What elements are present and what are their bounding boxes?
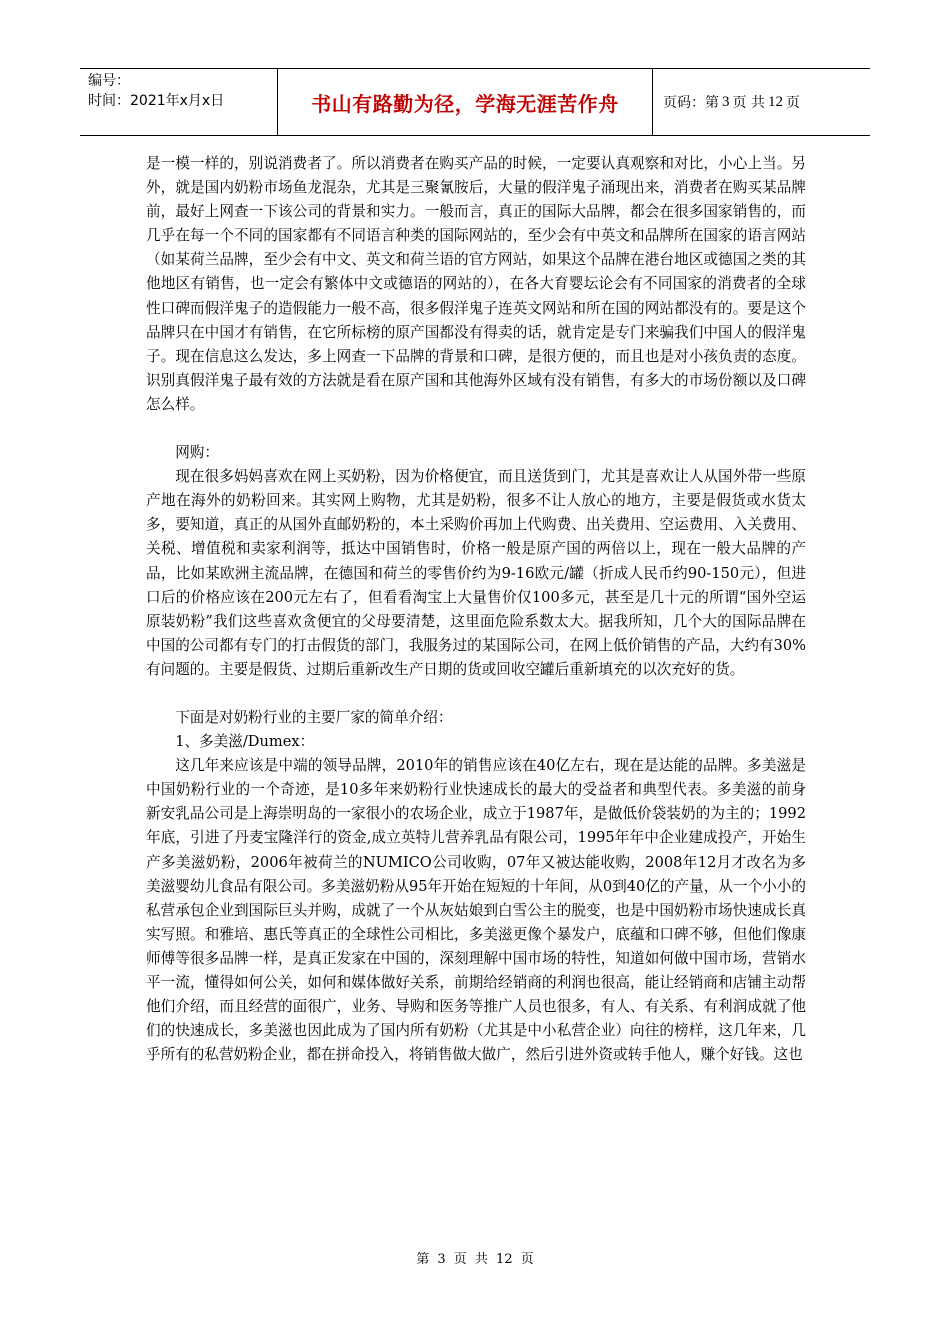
paragraph-online-shopping: 现在很多妈妈喜欢在网上买奶粉，因为价格便宜，而且送货到门，尤其是喜欢让人从国外带一些原产地在海外的奶粉回来。其实网上购物，尤其是奶粉，很多不让人放心的地方，主要是假货或水货太多，要知道，真正的从国外直邮奶粉的，本土采购价再加上代购费、出关费用、空运费用、入关费用、关税、增值税和卖家利润等，抵达中国销售时，价格一般是原产国的两倍以上，现在一般大品牌的产品，比如某欧洲主流品牌，在德国和荷兰的零售价约为9-16欧元/罐（折成人民币约90-150元），但进口后的价格应该在200元左右了，但看看淘宝上大量售价仅100多元，甚至是几十元的所谓“国外空运原装奶粉”我们这些喜欢贪便宜的父母要清楚，这里面危险系数太大。据我所知，几个大的国际品牌在中国的公司都有专门的打击假货的部门，我服务过的某国际公司，在网上低价销售的产品，大约有30%有问题的。主要是假货、过期后重新改生产日期的货或回收空罐后重新填充的以次充好的货。 xyxy=(146,468,806,678)
page-header xyxy=(80,68,870,136)
header-meta xyxy=(80,69,278,135)
document-time: 时间：2021年x月x日 xyxy=(88,93,225,109)
paragraph-intro-manufacturers: 下面是对奶粉行业的主要厂家的简单介绍： xyxy=(175,708,453,726)
document-body xyxy=(146,152,806,1067)
heading-dumex: 1、多美滋/Dumex： xyxy=(175,733,315,751)
page-total: 12 xyxy=(767,93,783,110)
header-motto: 书山有路勤为径，学海无涯苦作舟 xyxy=(278,69,653,135)
page-prefix: 页码：第 xyxy=(663,95,719,111)
page-current: 3 xyxy=(722,93,730,110)
paragraph-dumex: 这几年来应该是中端的领导品牌，2010年的销售应该在40亿左右，现在是达能的品牌。多美滋是中国奶粉行业的一个奇迹，是10多年来奶粉行业快速成长的最大的受益者和典型代表。多美滋的前身新安乳品公司是上海崇明岛的一家很小的农场企业，成立于1987年，是做低价袋装奶的为主的；1992年底，引进了丹麦宝隆洋行的资金,成立英特儿营养乳品有限公司，1995年年中企业建成投产，开始生产多美滋奶粉，2006年被荷兰的NUMICO公司收购，07年又被达能收购，2008年12月才改名为多美滋婴幼儿食品有限公司。多美滋奶粉从95年开始在短短的十年间，从0到40亿的产量，从一个小小的私营承包企业到国际巨头并购，成就了一个从灰姑娘到白雪公主的脱变，也是中国奶粉市场快速成长真实写照。和雅培、惠氏等真正的全球性公司相比，多美滋更像个暴发户，底蕴和口碑不够，但他们像康师傅等很多品牌一样，是真正发家在中国的，深刻理解中国市场的特性，知道如何做中国市场，营销水平一流，懂得如何公关，如何和媒体做好关系，前期给经销商的利润也很高，能让经销商和店铺主动帮他们介绍，而且经营的面很广，业务、导购和医务等推广人员也很多，有人、有关系、有利润成就了他们的快速成长，多美滋也因此成为了国内所有奶粉（尤其是中小私营企业）向往的榜样，这几年来，几乎所有的私营奶粉企业，都在拼命投入，将销售做大做广，然后引进外资或转手他人，赚个好钱。这也 xyxy=(146,757,806,1064)
page-mid: 页 共 xyxy=(732,95,765,111)
document-number-label: 编号： xyxy=(88,73,130,89)
page-footer: 第 3 页 共 12 页 xyxy=(416,1252,534,1267)
header-page-info xyxy=(653,69,870,135)
paragraph-fake-brands: 是一模一样的，别说消费者了。所以消费者在购买产品的时候，一定要认真观察和对比，小心上当。另外，就是国内奶粉市场鱼龙混杂，尤其是三聚氰胺后，大量的假洋鬼子涌现出来，消费者在购买某品牌前，最好上网查一下该公司的背景和实力。一般而言，真正的国际大品牌，都会在很多国家销售的，而几乎在每一个不同的国家都有不同语言种类的国际网站的，至少会有中英文和品牌所在国家的语言网站（如某荷兰品牌，至少会有中文、英文和荷兰语的官方网站，如果这个品牌在港台地区或德国之类的其他地区有销售，也一定会有繁体中文或德语的网站的），在各大育婴坛论会有不同国家的消费者的全球性口碑而假洋鬼子的造假能力一般不高，很多假洋鬼子连英文网站和所在国的网站都没有的。要是这个品牌只在中国才有销售，在它所标榜的原产国都没有得卖的话，就肯定是专门来骗我们中国人的假洋鬼子。现在信息这么发达，多上网查一下品牌的背景和口碑，是很方便的，而且也是对小孩负责的态度。识别真假洋鬼子最有效的方法就是看在原产国和其他海外区域有没有销售，有多大的市场份额以及口碑怎么样。 xyxy=(146,155,806,413)
heading-online-shopping: 网购： xyxy=(175,444,219,462)
page-suffix: 页 xyxy=(785,95,800,111)
